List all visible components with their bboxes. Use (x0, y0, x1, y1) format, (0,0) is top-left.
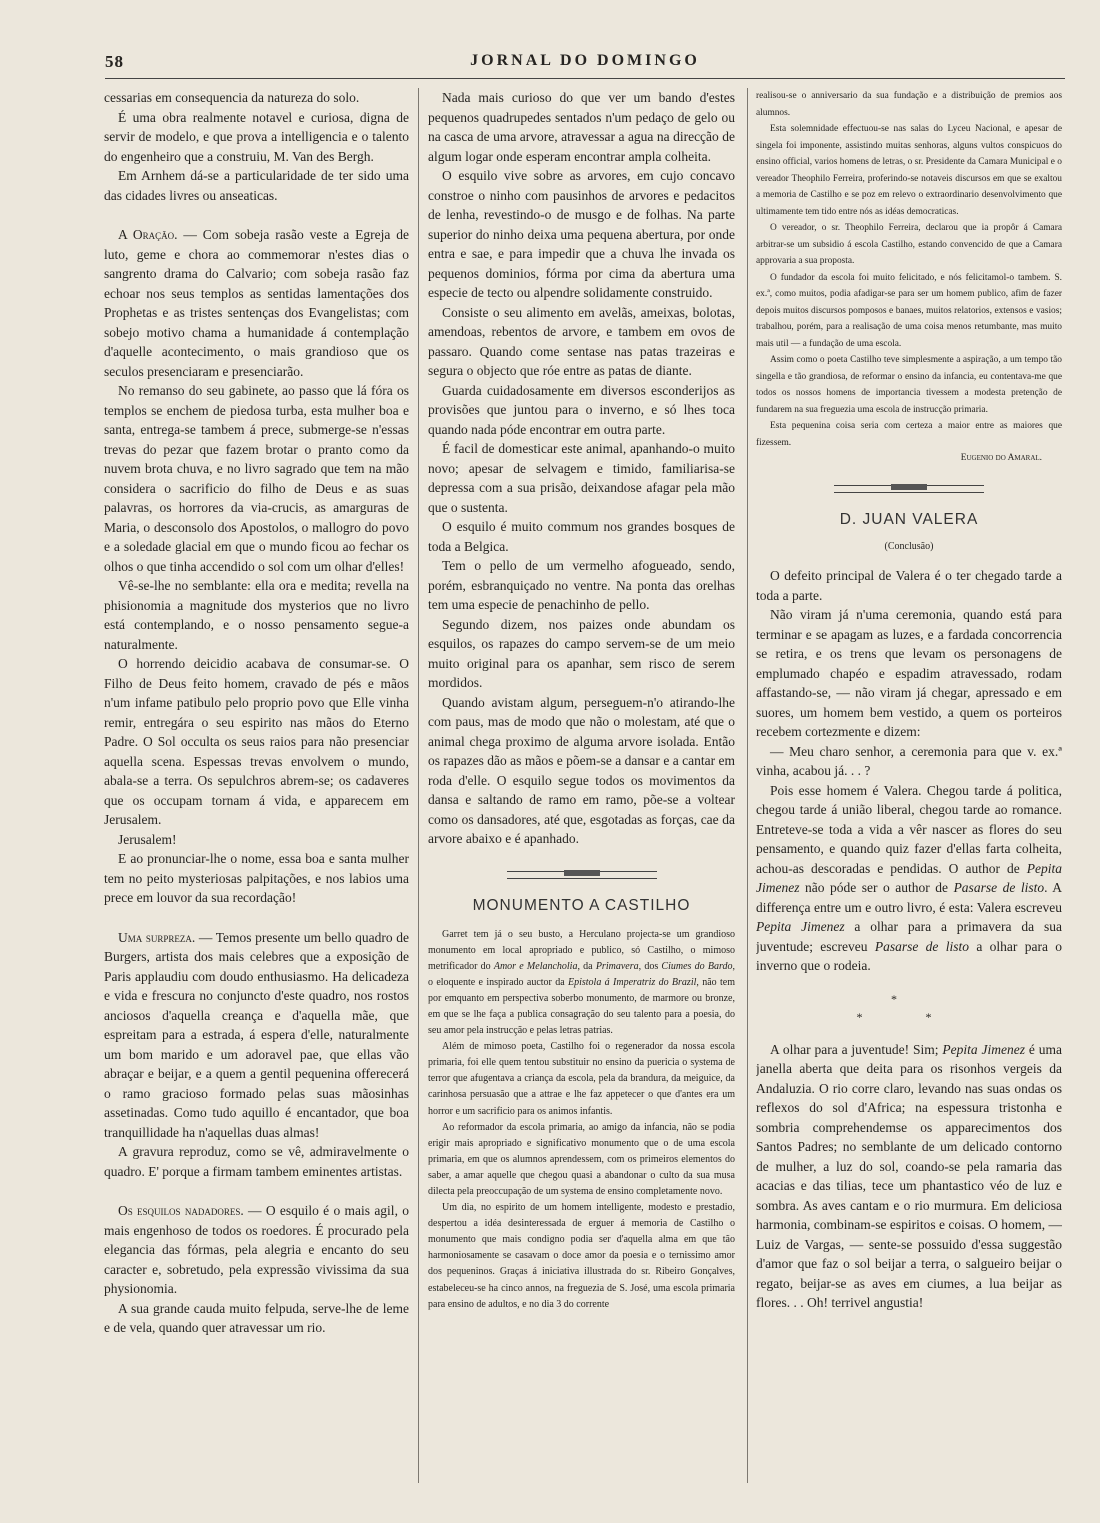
paragraph: Tem o pello de um vermelho afogueado, sendo, porém, esbranquiçado no ventre. Na ponta das orelhas tem uma especie de penachinho de pello. (428, 558, 735, 612)
asterism: * * * (856, 991, 962, 1024)
paragraph: No remanso do seu gabinete, ao passo que lá fóra os templos se enchem de piedosa turba, esta mulher boa e santa, entrega-se tambem á prece, submerge-se n'essas trevas do pezar que fazem brotar o pranto como da nuvem brota chuva, e no livro sagrado que tem na mão considera o sacrificio do filho de Deus e as suas palavras, os horrores da via-crucis, as amarguras de Maria, o desconsolo dos Apostolos, o mallogro do povo e a soledade glacial em que o mundo ficou ao fechar os olhos o que tinha accendido o sol com um olhar d'elles! (104, 383, 409, 574)
page-header (105, 52, 1065, 79)
paragraph: Consiste o seu alimento em avelãs, ameixas, bolotas, amendoas, rebentos de arvore, e tambem em ovos de passaro. Quando come sentase nas patas trazeiras e segura o objecto que róe entre as patas de diante. (428, 304, 735, 378)
paragraph: Ao reformador da escola primaria, ao amigo da infancia, não se podia erigir mais apropriado e significativo monumento que o de uma escola primaria, em que os alumnos aprendessem, com os primeiros elementos do saber, a amar aquelle que chegou quasi a abandonar o culto da sua musa dilecta pela preoccupação de um systema de ensino completamente novo. (428, 1121, 735, 1197)
column-right (756, 88, 1062, 1488)
column-left (104, 88, 409, 1488)
section-ornament (507, 871, 657, 879)
column-divider-right (747, 88, 748, 1483)
article-esquilos: Os esquilos nadadores. — O esquilo é o mais agil, o mais engenhoso de todos os roedores. É procurado pela elegancia das fórmas, pela alegria e encanto do seu caracter e, sobretudo, pela expressão vivissima da sua physionomia. (104, 1203, 409, 1296)
paragraph: O horrendo deicidio acabava de consumar-se. O Filho de Deus feito homem, cravado de pés e mãos n'um infame patibulo pelo proprio povo que Elle vinha remir, entregára o seu espirito nas mãos do Eterno Padre. O Sol occulta os seus raios para não presenciar aquella scena. Espessas trevas envolvem o mundo, abala-se a terra. Os sepulchros abrem-se; os cadaveres que os occupam tornam á vida, e apparecem em Jerusalem. (104, 656, 409, 827)
paragraph: cessarias em consequencia da natureza do solo. (104, 90, 360, 105)
paragraph: O defeito principal de Valera é o ter chegado tarde a toda a parte. (756, 568, 1062, 603)
paragraph: Em Arnhem dá-se a particularidade de ter sido uma das cidades livres ou anseaticas. (104, 168, 409, 203)
paragraph: Além de mimoso poeta, Castilho foi o regenerador da nossa escola primaria, foi elle quem tentou substituir no ensino da puericia o systema de terror que afugentava a criança da escola, pela da brandura, da meiguice, da carinhosa persuasão que a attrae e lhe faz appetecer o que d'antes era um horror e um sacrificio para os animos infantis. (428, 1041, 735, 1117)
article-title: Os esquilos nadadores. (118, 1203, 244, 1218)
paragraph: Vê-se-lhe no semblante: ella ora e medita; revella na phisionomia a magnitude dos mysterios que no livro está contemplando, e o nosso pensamento segue-a naturalmente. (104, 578, 409, 652)
column-divider-left (418, 88, 419, 1483)
paragraph: O fundador da escola foi muito felicitado, e nós felicitamol-o tambem. S. ex.ª, como muitos, podia afadigar-se para ser um homem publico, afim de fazer depois muitos discursos pomposos e banaes, muitos relatorios, extensos e vasios; trabalhou, porém, para a realisação de uma coisa menos retumbante, mas muito mais util — a fundação de uma escola. (756, 272, 1062, 349)
paragraph: — Meu charo senhor, a ceremonia para que v. ex.ª vinha, acabou já. . . ? (756, 743, 1062, 778)
paragraph: Quando avistam algum, perseguem-n'o atirando-lhe com paus, mas de modo que não o molestam, até que o animal chega proximo de alguma arvore isolada. Então os rapazes dão as mãos e põem-se a dansar e a cantar em roda d'elle. O esquilo segue todos os movimentos da dansa e saltando de ramo em ramo, põe-se a voltear como os dansadores, até que, esgotadas as forças, cae da arvore abaixo e é apanhado. (428, 694, 735, 846)
paragraph: Guarda cuidadosamente em diversos esconderijos as provisões que juntou para o inverno, e só lhes toca quando nada póde encontrar em outra parte. (428, 382, 735, 437)
paragraph: Esta solemnidade effectuou-se nas salas do Lyceu Nacional, e apesar de singela foi imponente, assistindo muitas senhoras, alguns vultos conspicuos do ensino official, varios homens de letras, o sr. Presidente da Camara Municipal e o vereador Theophilo Ferreira, proferindo-se notaveis discursos em que se exaltou a memoria de Castilho e se poz em relevo o extraordinario desenvolvimento que ultimamente tem tido entre nós as idéas democraticas. (756, 124, 1062, 217)
page-number: 58 (105, 52, 124, 71)
paragraph: Um dia, no espirito de um homem intelligente, modesto e prestadio, despertou a idéa desinteressada de erguer á memoria de Castilho o monumento que mais condigno podia ser d'aquella alma em que tão harmoniosamente se casavam o doce amor da poesia e o ternissimo amor dos pequeninos. Graças á iniciativa illustrada do sr. Ribeiro Gonçalves, estabeleceu-se ha cinco annos, na freguezia de S. José, uma escola primaria para ensino de adultos, e no dia 3 do corrente (428, 1202, 735, 1310)
paragraph: Esta pequenina coisa seria com certeza a maior entre as maiores que fizessem. (756, 421, 1062, 448)
paragraph: Segundo dizem, nos paizes onde abundam os esquilos, os rapazes do campo servem-se de um meio muito original para os apanhar, sem risco de serem mordidos. (428, 616, 735, 690)
article-title: Uma surpreza. (118, 929, 196, 945)
section-heading-valera: D. JUAN VALERA (839, 511, 979, 528)
column-middle (428, 88, 735, 1488)
paragraph: A gravura reproduz, como se vê, admiravelmente o quadro. E' porque a firmam tambem eminentes artistas. (104, 1144, 409, 1179)
paragraph: É facil de domesticar este animal, apanhando-o muito novo; apesar de selvagem e timido, familiarisa-se depressa com a sua prisão, deixandose afagar pela mão que o sustenta. (428, 441, 735, 515)
section-subheading: (Conclusão) (884, 541, 934, 552)
section-heading-monumento: MONUMENTO A CASTILHO (472, 896, 691, 914)
paragraph: Pois esse homem é Valera. Chegou tarde á politica, chegou tarde á união liberal, chegou tarde ao romance. Entreteve-se toda a vida a vêr nascer as flores do seu pensamento, e quando quiz fazer d'ellas farta colheita, achou-as descoradas e pendidas. O author de Pepita Jimenez não póde ser o author de Pasarse de listo. A differença entre um e outro livro, é esta: Valera escreveu Pepita Jimenez a olhar para a primavera da sua juventude; escreveu Pasarse de listo a olhar para o inverno que o rodeia. (756, 782, 1062, 973)
paragraph: Nada mais curioso do que ver um bando d'estes pequenos quadrupedes sentados n'um pedaço de gelo ou na casca de uma arvore, atravessar a agua na direcção de algum logar onde esperam encontrar ampla colheita. (428, 90, 735, 164)
paragraph: realisou-se o anniversario da sua fundação e a distribuição de premios aos alumnos. (756, 91, 1062, 118)
journal-title: JORNAL DO DOMINGO (470, 52, 700, 69)
paragraph: É uma obra realmente notavel e curiosa, digna de servir de modelo, e que prova a intelligencia e o talento do engenheiro que a construiu, M. Van des Bergh. (104, 109, 409, 164)
paragraph: Não viram já n'uma ceremonia, quando está para terminar e se apagam as luzes, e a fardada concorrencia se retira, e os trens que levam os personagens de emplumado chapéo e espadim atravessado, rodam affastando-se, — não viram já chegar, apressado e em suores, um homem bem vestido, a quem os porteiros recebem cortezmente e dizem: (756, 607, 1062, 739)
paragraph: O esquilo é muito commum nos grandes bosques de toda a Belgica. (428, 519, 735, 554)
article-oracao: A Oração. — Com sobeja rasão veste a Egreja de luto, geme e chora ao commemorar n'estes dias o sangrento drama do Calvario; com sobeja rasão faz echoar nos seus templos as sentidas lamentações dos Prophetas e as tristes sentenças dos Evangelistas; com sobejo motivo chama a humanidade á contemplação d'aquelle acontecimento, o mais grandioso que os seculos presenciaram e presenciarão. (104, 227, 409, 379)
article-surpreza: Uma surpreza. — Temos presente um bello quadro de Burgers, artista dos mais celebres que a exposição de Paris applaudiu com doudo enthusiasmo. Ha delicadeza e vida e frescura no conjuncto d'este quadro, nos rostos anciosos d'aquella creança e d'aquella mãe, que espreitam para a estrada, á espera d'elle, naturalmente um bom marido e um adoravel pae, que ellas vão abraçar e beijar, e a quem a gentil pequenina offerecerá o ramo gracioso formado pelas suas mãosinhas assetinadas. Como tudo aquillo é encantador, que boa tranquillidade ha n'aquellas duas almas! (104, 929, 409, 1140)
paragraph: Assim como o poeta Castilho teve simplesmente a aspiração, a um tempo tão singella e tão grandiosa, de reformar o ensino da infancia, eu contentava-me que todos os nossos homens de importancia tivessem a modesta pretenção de fundarem na sua freguezia uma escola de instrucção primaria. (756, 355, 1062, 415)
paragraph: O vereador, o sr. Theophilo Ferreira, declarou que ia propôr á Camara arbitrar-se um subsidio á escola Castilho, estando convencido de que a Camara approvaria a sua proposta. (756, 223, 1062, 266)
section-ornament (834, 485, 984, 493)
author-signature: Eugenio do Amaral. (960, 453, 1042, 463)
paragraph: A sua grande cauda muito felpuda, serve-lhe de leme e de vela, quando quer atravessar um rio. (104, 1300, 409, 1335)
paragraph: E ao pronunciar-lhe o nome, essa boa e santa mulher tem no peito mysteriosas palpitações, e nos labios uma prece em louvor da sua recordação! (104, 851, 409, 905)
paragraph: O esquilo vive sobre as arvores, em cujo concavo constroe o ninho com pausinhos de arvores e pedacitos de lenha, revestindo-o de musgo e de folhas. Na parte superior do ninho deixa uma pequena abertura, por onde entra e sae, e para impedir que a chuva lhe invada os pequenos dominios, fórma por cima da abertura uma especie de tecto ou alpendre solidamente construido. (428, 168, 735, 300)
paragraph: Jerusalem! (118, 831, 177, 847)
paragraph: Garret tem já o seu busto, a Herculano projecta-se um grandioso monumento em local apropriado e publico, só Castilho, o mimoso metrificador do Amor e Melancholia, da Primavera, dos Ciumes do Bardo, o eloquente e inspirado auctor da Epistola á Imperatriz do Brazil, não tem por emquanto em perspectiva soberbo monumento, de marmore ou bronze, em que se lhe faça a publica consagração do seu talento para a poesia, do seu amor pela instrucção e pelas letras patrias. (428, 928, 735, 1037)
paragraph: A olhar para a juventude! Sim; Pepita Jimenez é uma janella aberta que deita para os risonhos vergeis da Andaluzia. O rio corre claro, levando nas suas ondas os reflexos do sol d'Africa; na espessura tristonha e sombria comprehendemse os apparecimentos dos Santos Padres; no semblante de um delicado contorno de mulher, a luz do sol, coando-se pela ramaria das acacias e das tilias, tece um phantastico véo de luz e sombra. As aves cantam e o rio murmura. Em deliciosa harmonia, combinam-se espiritos e coisas. O homem, — Luiz de Vargas, — sente-se possuido d'essa suggestão d'amor que faz o sol beijar a terra, o salgueiro beijar o regato, beijar-se as aves em ciumes, a lua beijar as flores. . . Oh! terrivel angustia! (756, 1041, 1062, 1310)
article-title: A Oração. (118, 227, 178, 242)
